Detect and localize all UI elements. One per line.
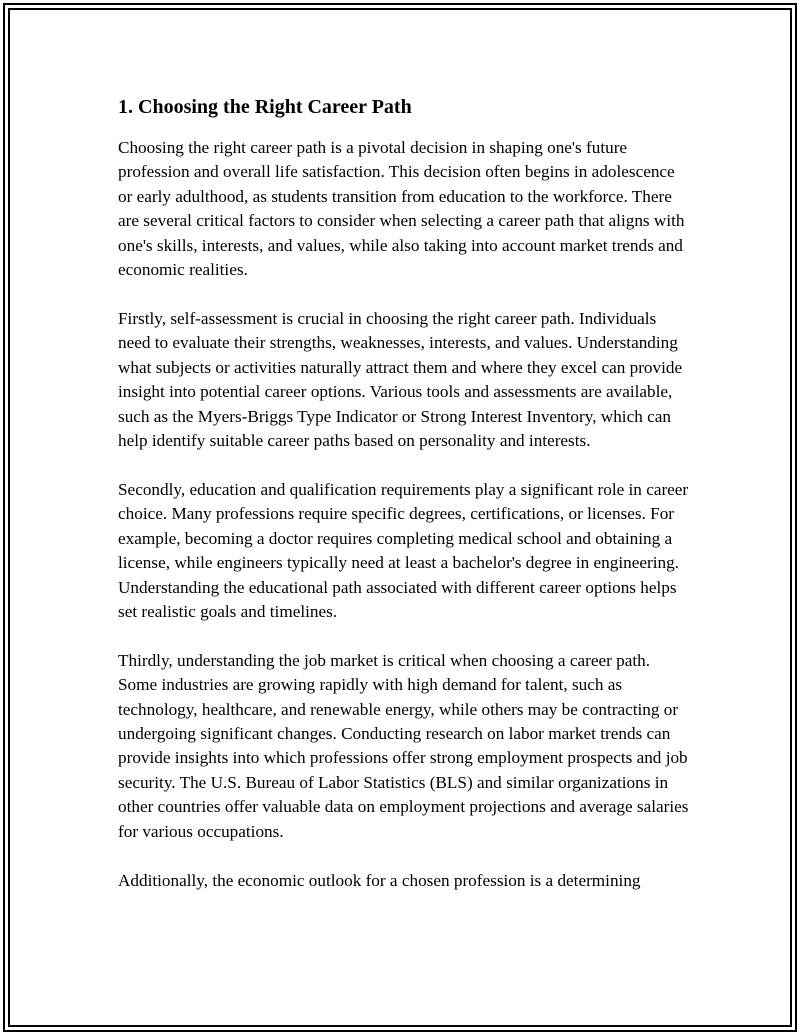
- section-heading: 1. Choosing the Right Career Path: [118, 96, 412, 118]
- paragraph-intro: Choosing the right career path is a pivotal decision in shaping one's future profession and overall life satisfaction. This decision often begins in adolescence or early adulthood, as students transition from education to the workforce. There are several critical factors to consider when selecting a career path that aligns with one's skills, interests, and values, while also taking into account market trends and economic realities.: [118, 138, 685, 280]
- document-body: [118, 94, 690, 917]
- paragraph-self-assessment: Firstly, self-assessment is crucial in choosing the right career path. Individuals need to evaluate their strengths, weaknesses, interests, and values. Understanding what subjects or activities naturally attract them and where they excel can provide insight into potential career options. Various tools and assessments are available, such as the Myers-Briggs Type Indicator or Strong Interest Inventory, which can help identify suitable career paths based on personality and interests.: [118, 308, 683, 450]
- paragraph-education: Secondly, education and qualification requirements play a significant role in career choice. Many professions require specific degrees, certifications, or licenses. For example, becoming a doctor requires completing medical school and obtaining a license, while engineers typically need at least a bachelor's degree in engineering. Understanding the educational path associated with different career options helps set realistic goals and timelines.: [118, 479, 689, 621]
- paragraph-job-market: Thirdly, understanding the job market is critical when choosing a career path. Some industries are growing rapidly with high demand for talent, such as technology, healthcare, and renewable energy, while others may be contracting or undergoing significant changes. Conducting research on labor market trends can provide insights into which professions offer strong employment prospects and job security. The U.S. Bureau of Labor Statistics (BLS) and similar organizations in other countries offer valuable data on employment projections and average salaries for various occupations.: [118, 650, 689, 841]
- paragraph-economic-outlook: Additionally, the economic outlook for a chosen profession is a determining: [118, 870, 641, 890]
